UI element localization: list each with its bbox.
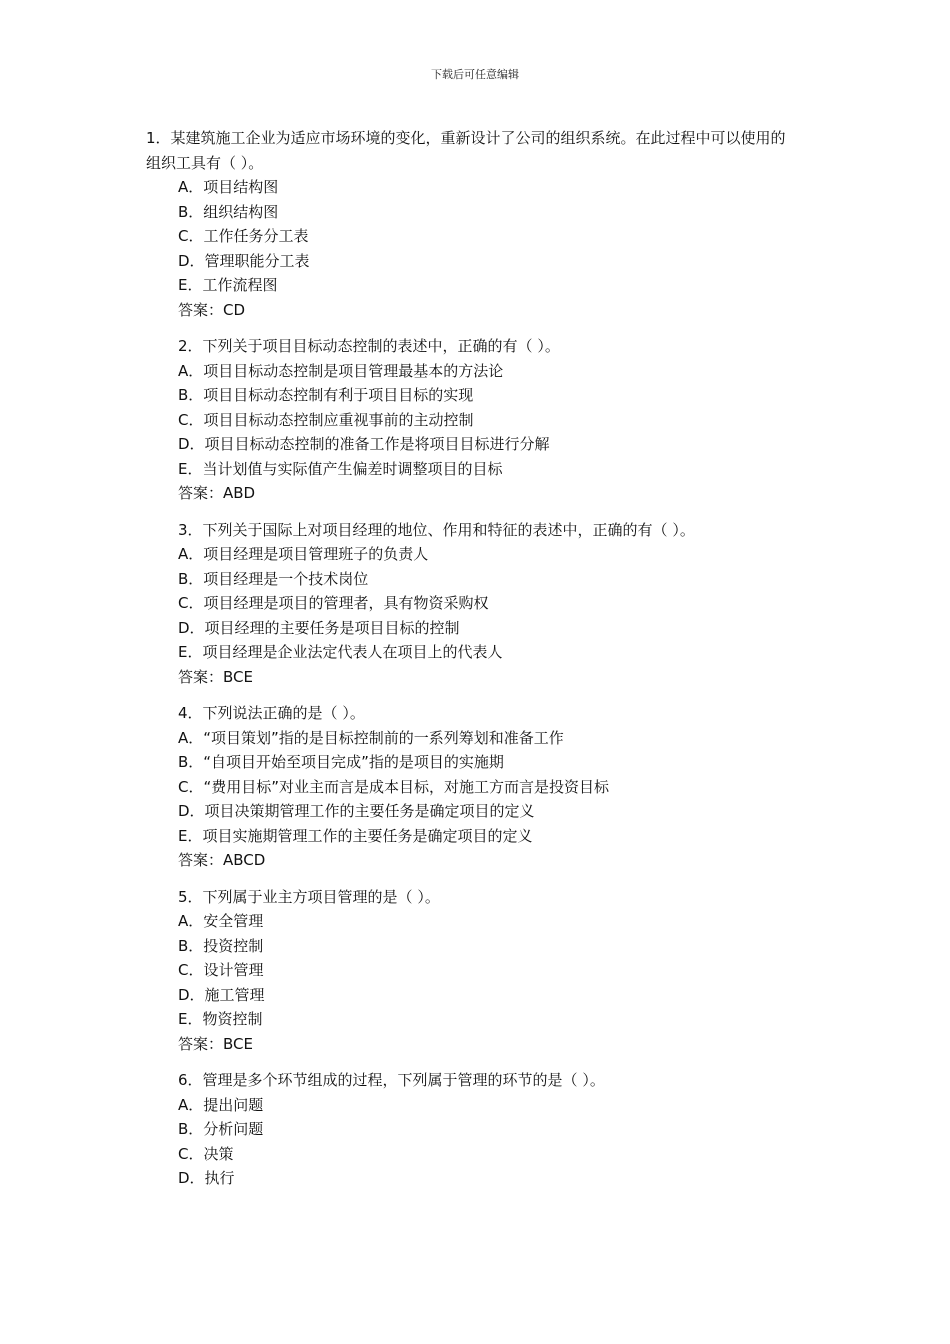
- option-c: C．决策: [178, 1144, 234, 1163]
- question-stem: 3．下列关于国际上对项目经理的地位、作用和特征的表述中，正确的有（ ）。: [178, 520, 695, 539]
- option-e: E．项目经理是企业法定代表人在项目上的代表人: [178, 643, 503, 661]
- option-a: A．项目经理是项目管理班子的负责人: [178, 545, 429, 563]
- option-d: D．项目经理的主要任务是项目目标的控制: [178, 618, 460, 637]
- page-header: 下载后可任意编辑: [431, 68, 519, 81]
- answer-text: 答案：ABD: [178, 484, 256, 502]
- option-e: E．物资控制: [178, 1010, 263, 1028]
- answer-text: 答案：CD: [178, 300, 246, 319]
- option-d: D．项目目标动态控制的准备工作是将项目目标进行分解: [178, 435, 550, 453]
- option-c: C．工作任务分工表: [178, 227, 309, 245]
- option-d: D．管理职能分工表: [178, 251, 310, 270]
- question-1: [146, 126, 796, 322]
- answer-text: 答案：BCE: [178, 667, 253, 686]
- question-3: [146, 518, 796, 690]
- question-stem: 1．某建筑施工企业为适应市场环境的变化，重新设计了公司的组织系统。在此过程中可以使用的组织工具有（ ）。: [146, 129, 786, 172]
- option-a: A．提出问题: [178, 1095, 264, 1114]
- question-stem: 6．管理是多个环节组成的过程，下列属于管理的环节的是（ ）。: [178, 1071, 605, 1089]
- option-b: B．组织结构图: [178, 202, 279, 221]
- option-a: A．项目结构图: [178, 178, 279, 196]
- option-c: C．“费用目标”对业主而言是成本目标，对施工方而言是投资目标: [178, 777, 610, 796]
- option-d: D．项目决策期管理工作的主要任务是确定项目的定义: [178, 802, 535, 820]
- option-c: C．设计管理: [178, 961, 264, 979]
- option-d: D．施工管理: [178, 985, 265, 1004]
- question-stem: 5．下列属于业主方项目管理的是（ ）。: [178, 887, 440, 906]
- answer-text: 答案：ABCD: [178, 851, 266, 869]
- option-c: C．项目目标动态控制应重视事前的主动控制: [178, 410, 474, 429]
- option-b: B．投资控制: [178, 936, 264, 955]
- option-b: B．分析问题: [178, 1120, 264, 1138]
- question-stem: 2．下列关于项目目标动态控制的表述中，正确的有（ ）。: [178, 337, 560, 355]
- option-b: B．项目目标动态控制有利于项目目标的实现: [178, 386, 474, 404]
- question-4: [146, 701, 796, 873]
- option-a: A．安全管理: [178, 912, 264, 930]
- option-d: D．执行: [178, 1169, 235, 1187]
- question-stem: 4．下列说法正确的是（ ）。: [178, 704, 365, 722]
- question-2: [146, 334, 796, 506]
- question-list: [146, 126, 796, 1203]
- option-c: C．项目经理是项目的管理者，具有物资采购权: [178, 594, 489, 612]
- option-e: E．项目实施期管理工作的主要任务是确定项目的定义: [178, 826, 533, 845]
- option-e: E．当计划值与实际值产生偏差时调整项目的目标: [178, 459, 503, 478]
- answer-text: 答案：BCE: [178, 1034, 253, 1053]
- option-a: A．项目目标动态控制是项目管理最基本的方法论: [178, 361, 504, 380]
- option-e: E．工作流程图: [178, 276, 278, 294]
- option-b: B．“自项目开始至项目完成”指的是项目的实施期: [178, 753, 504, 771]
- question-5: [146, 885, 796, 1057]
- option-a: A．“项目策划”指的是目标控制前的一系列筹划和准备工作: [178, 728, 564, 747]
- question-6: [146, 1068, 796, 1191]
- option-b: B．项目经理是一个技术岗位: [178, 569, 369, 588]
